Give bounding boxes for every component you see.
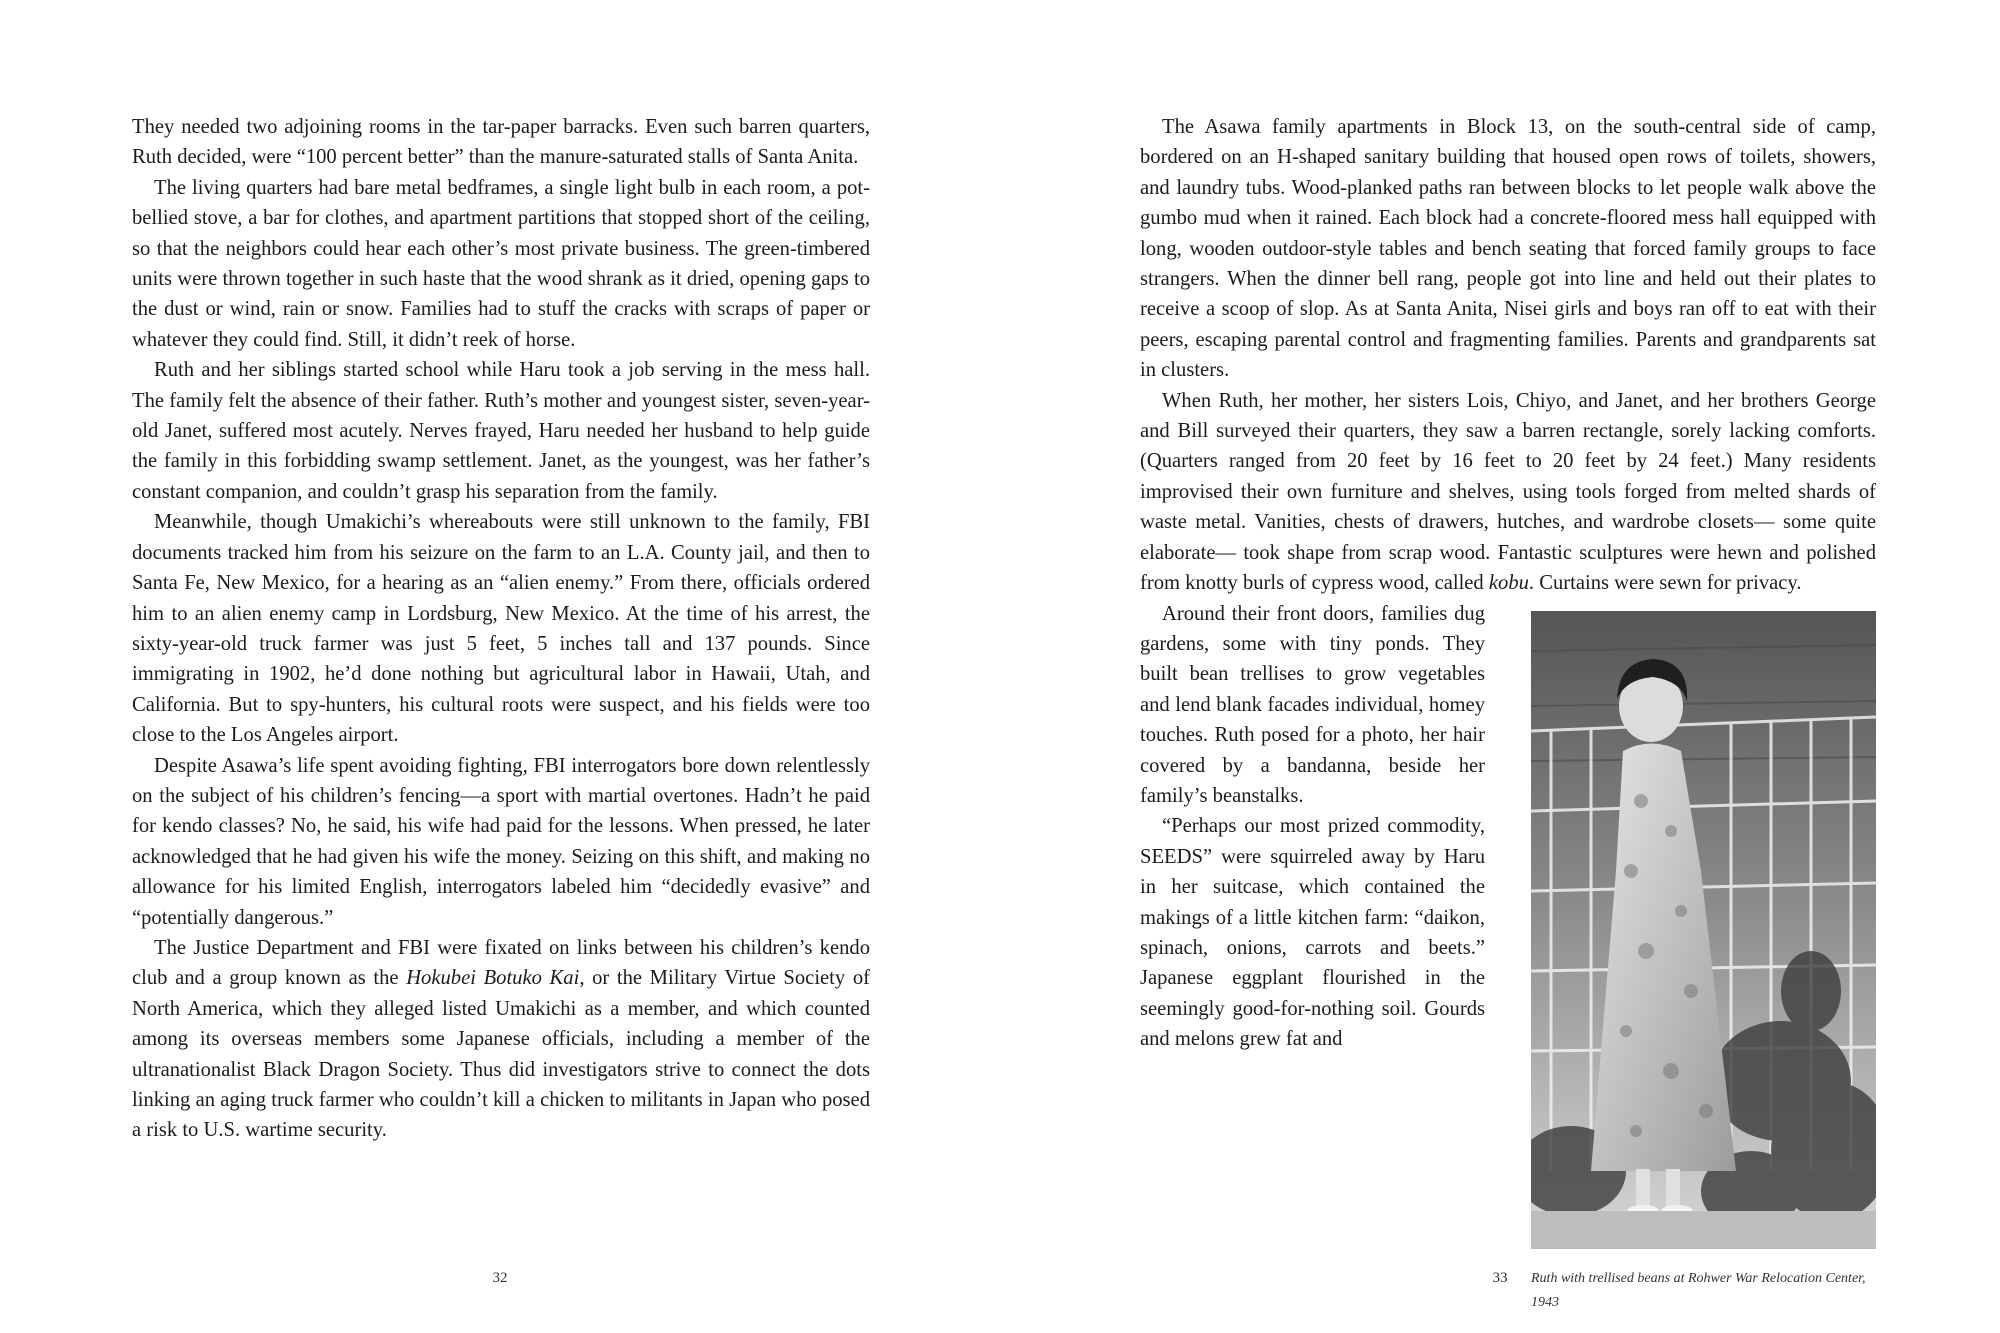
page-number: 32 <box>492 1270 508 1286</box>
italic-term: Hokubei Botuko Kai <box>406 967 580 990</box>
italic-term: kobu <box>1488 572 1529 595</box>
paragraph: The living quarters had bare metal bedframes, a single light bulb in each room, a pot-bellied stove, a bar for clothes, and apartment partitions that stopped short of the ceiling, so that the neighbors could hear each other’s most private business. The green-timbered units were thrown together in such haste that the wood shrank as it dried, opening gaps to the dust or wind, rain or snow. Families had to stuff the cracks with scraps of paper or whatever they could find. Still, it didn’t reek of horse. <box>132 176 870 351</box>
paragraph: “Perhaps our most prized commodity, SEEDS” were squirreled away by Haru in her suitcase, which contained the makings of a little kitchen farm: “daikon, spinach, onions, carrots and beets.” Japanese eggplant flourished in the seemingly good-for-nothing soil. Gourds and melons grew fat and <box>1140 815 1485 1051</box>
paragraph-text: When Ruth, her mother, her sisters Lois, Chiyo, and Janet, and her brothers George and Bill surveyed their quarters, they saw a barren rectangle, sorely lacking comforts. (Quarters ranged from 20 feet by 16 feet to 20 feet by 24 feet.) Many residents improvised their own furniture and shelves, using tools forged from melted shards of waste metal. Vanities, chests of drawers, hutches, and wardrobe closets— some quite elaborate— took shape from scrap wood. Fantastic sculptures were hewn and polished from knotty burls of cypress wood, called <box>1140 389 1876 595</box>
paragraph: Around their front doors, families dug gardens, some with tiny ponds. They built bean trellises to grow vegetables and lend blank facades individual, homey touches. Ruth posed for a photo, her hair covered by a bandanna, beside her family’s beanstalks. <box>1140 602 1485 807</box>
page-number: 33 <box>1492 1270 1508 1286</box>
paragraph: They needed two adjoining rooms in the tar-paper barracks. Even such barren quarters, Ruth decided, were “100 percent better” than the manure-saturated stalls of Santa Anita. <box>132 116 870 169</box>
photo-figure <box>1531 611 1876 1315</box>
paragraph <box>1140 386 1876 599</box>
paragraph: Ruth and her siblings started school while Haru took a job serving in the mess hall. The family felt the absence of their father. Ruth’s mother and youngest sister, seven-year-old Janet, suffered most acutely. Nerves frayed, Haru needed her husband to help guide the family in this forbidding swamp settlement. Janet, as the youngest, was her father’s constant companion, and couldn’t grasp his separation from the family. <box>132 359 870 503</box>
paragraph: Despite Asawa’s life spent avoiding fighting, FBI interrogators bore down relentlessly on the subject of his children’s fencing—a sport with martial overtones. Hadn’t he paid for kendo classes? No, he said, his wife had paid for the lessons. When pressed, he later acknowledged that he had given his wife the money. Seizing on this shift, and making no allowance for his limited English, interrogators labeled him “decidedly evasive” and “potentially dangerous.” <box>132 754 870 929</box>
paragraph: The Asawa family apartments in Block 13, on the south-central side of camp, bordered on an H-shaped sanitary building that housed open rows of toilets, showers, and laundry tubs. Wood-planked paths ran between blocks to let people walk above the gumbo mud when it rained. Each block had a concrete-floored mess hall equipped with long, wooden outdoor-style tables and bench seating that forced family groups to face strangers. When the dinner bell rang, people got into line and held out their plates to receive a scoop of slop. As at Santa Anita, Nisei girls and boys ran off to eat with their peers, escaping parental control and fragmenting families. Parents and grandparents sat in clusters. <box>1140 116 1876 382</box>
paragraph: Meanwhile, though Umakichi’s whereabouts were still unknown to the family, FBI documents tracked him from his seizure on the farm to an L.A. County jail, and then to Santa Fe, New Mexico, for a hearing as an “alien enemy.” From there, officials ordered him to an alien enemy camp in Lordsburg, New Mexico. At the time of his arrest, the sixty-year-old truck farmer was just 5 feet, 5 inches tall and 137 pounds. Since immigrating in 1902, he’d done nothing but agricultural labor in Hawaii, Utah, and California. But to spy-hunters, his cultural roots were suspect, and his fields were too close to the Los Angeles airport. <box>132 511 870 747</box>
photo-caption: Ruth with trellised beans at Rohwer War Relocation Center, 1943 <box>1531 1270 1866 1310</box>
paragraph-text: The Justice Department and FBI were fixated on links between his children’s kendo club and a group known as the <box>132 936 870 990</box>
right-page <box>1000 0 2000 1333</box>
photo-ruth-with-beans <box>1531 611 1876 1249</box>
paragraph-text: . Curtains were sewn for privacy. <box>1528 572 1802 595</box>
paragraph <box>132 933 870 1146</box>
right-text-column <box>1140 112 1876 1315</box>
paragraph-text: , or the Military Virtue Society of North America, which they alleged listed Umakichi as a member, and which counted among its overseas members some Japanese officials, including a member of the ultranationalist Black Dragon Society. Thus did investigators strive to connect the dots linking an aging truck farmer who couldn’t kill a chicken to militants in Japan who posed a risk to U.S. wartime security. <box>132 967 870 1142</box>
left-text-column <box>132 112 870 1146</box>
